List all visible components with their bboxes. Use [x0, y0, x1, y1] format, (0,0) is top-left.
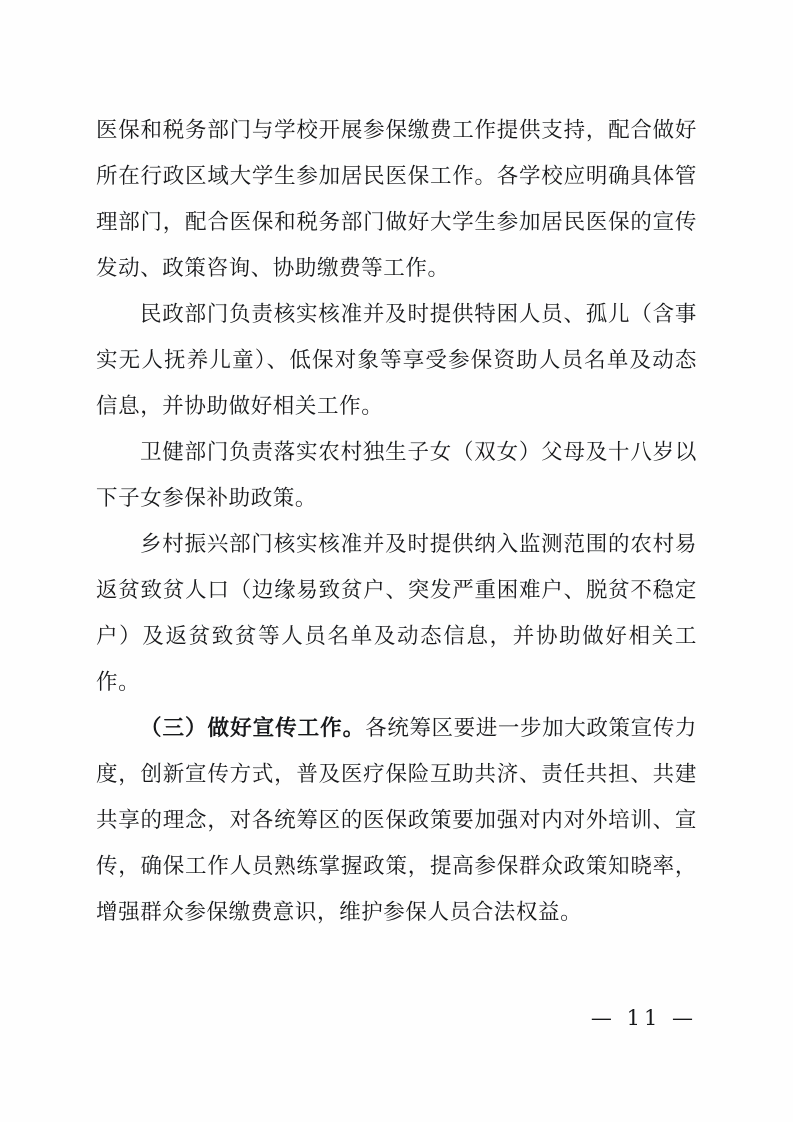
page-number: — 11 — — [590, 1006, 697, 1030]
section-text: 各统筹区要进一步加大政策宣传力度，创新宣传方式，普及医疗保险互助共济、责任共担、共建共享的理念，对各统筹区的医保政策要加强对内对外培训、宣传，确保工作人员熟练掌握政策，提高参保群众政策知晓率，增强群众参保缴费意识，维护参保人员合法权益。 — [96, 716, 697, 925]
section-heading: （三）做好宣传工作。 — [140, 716, 366, 741]
paragraph-continuation: 医保和税务部门与学校开展参保缴费工作提供支持，配合做好所在行政区域大学生参加居民医保工作。各学校应明确具体管理部门，配合医保和税务部门做好大学生参加居民医保的宣传发动、政策咨询、协助缴费等工作。 — [96, 118, 697, 281]
paragraph-health-commission: 卫健部门负责落实农村独生子女（双女）父母及十八岁以下子女参保补助政策。 — [96, 440, 697, 511]
section-publicity-work — [96, 706, 697, 936]
document-body — [96, 108, 697, 936]
paragraph-rural-revitalization: 乡村振兴部门核实核准并及时提供纳入监测范围的农村易返贫致贫人口（边缘易致贫户、突发严重困难户、脱贫不稳定户）及返贫致贫等人员名单及动态信息，并协助做好相关工作。 — [96, 532, 697, 695]
paragraph-civil-affairs: 民政部门负责核实核准并及时提供特困人员、孤儿（含事实无人抚养儿童）、低保对象等享受参保资助人员名单及动态信息，并协助做好相关工作。 — [96, 302, 697, 419]
